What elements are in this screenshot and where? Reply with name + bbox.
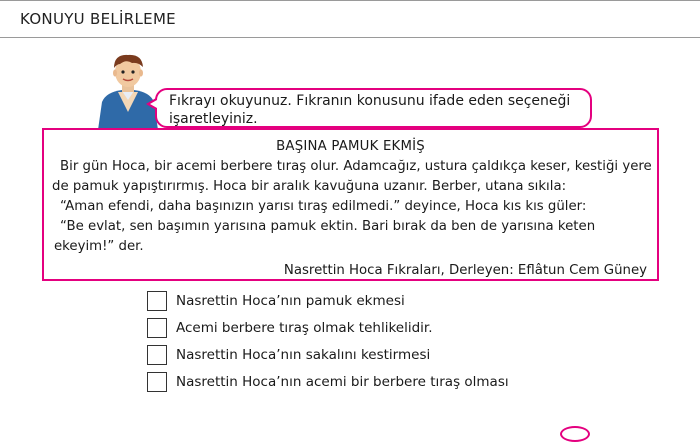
story-line: “Aman efendi, daha başınızın yarısı tıraş edilmedi.” deyince, Hoca kıs kıs güler: [60,199,587,214]
answer-checkbox[interactable] [147,318,167,338]
answer-label: Acemi berbere tıraş olmak tehlikelidir. [176,320,433,336]
page-header [0,0,700,38]
answer-option[interactable] [147,344,509,366]
story-box [42,128,659,281]
answer-checkbox[interactable] [147,372,167,392]
answer-option[interactable] [147,371,509,393]
decorative-arc [560,426,590,442]
story-title: BAŞINA PAMUK EKMİŞ [276,139,425,154]
instruction-bubble [155,88,592,128]
story-credit: Nasrettin Hoca Fıkraları, Derleyen: Eflâtun Cem Güney [283,263,647,278]
answer-options [147,290,509,398]
answer-checkbox[interactable] [147,345,167,365]
answer-checkbox[interactable] [147,291,167,311]
story-line: “Be evlat, sen başımın yarısına pamuk ektin. Bari bırak da ben de yarısına keten [60,219,596,234]
story-line: de pamuk yapıştırırmış. Hoca bir aralık kavuğuna uzanır. Berber, utana sıkıla: [52,179,567,194]
instruction-text: Fıkrayı okuyunuz. Fıkranın konusunu ifade eden seçeneği işaretleyiniz. [169,93,571,127]
story-line: Bir gün Hoca, bir acemi berbere tıraş olur. Adamcağız, ustura çaldıkça keser, kestiği yere [60,159,652,174]
answer-label: Nasrettin Hoca’nın acemi bir berbere tıraş olması [176,374,509,390]
answer-option[interactable] [147,290,509,312]
page-title: KONUYU BELİRLEME [20,10,176,28]
answer-label: Nasrettin Hoca’nın sakalını kestirmesi [176,347,431,363]
story-line: ekeyim!” der. [54,239,144,254]
answer-option[interactable] [147,317,509,339]
boy-character-icon [92,50,162,130]
answer-label: Nasrettin Hoca’nın pamuk ekmesi [176,293,405,309]
